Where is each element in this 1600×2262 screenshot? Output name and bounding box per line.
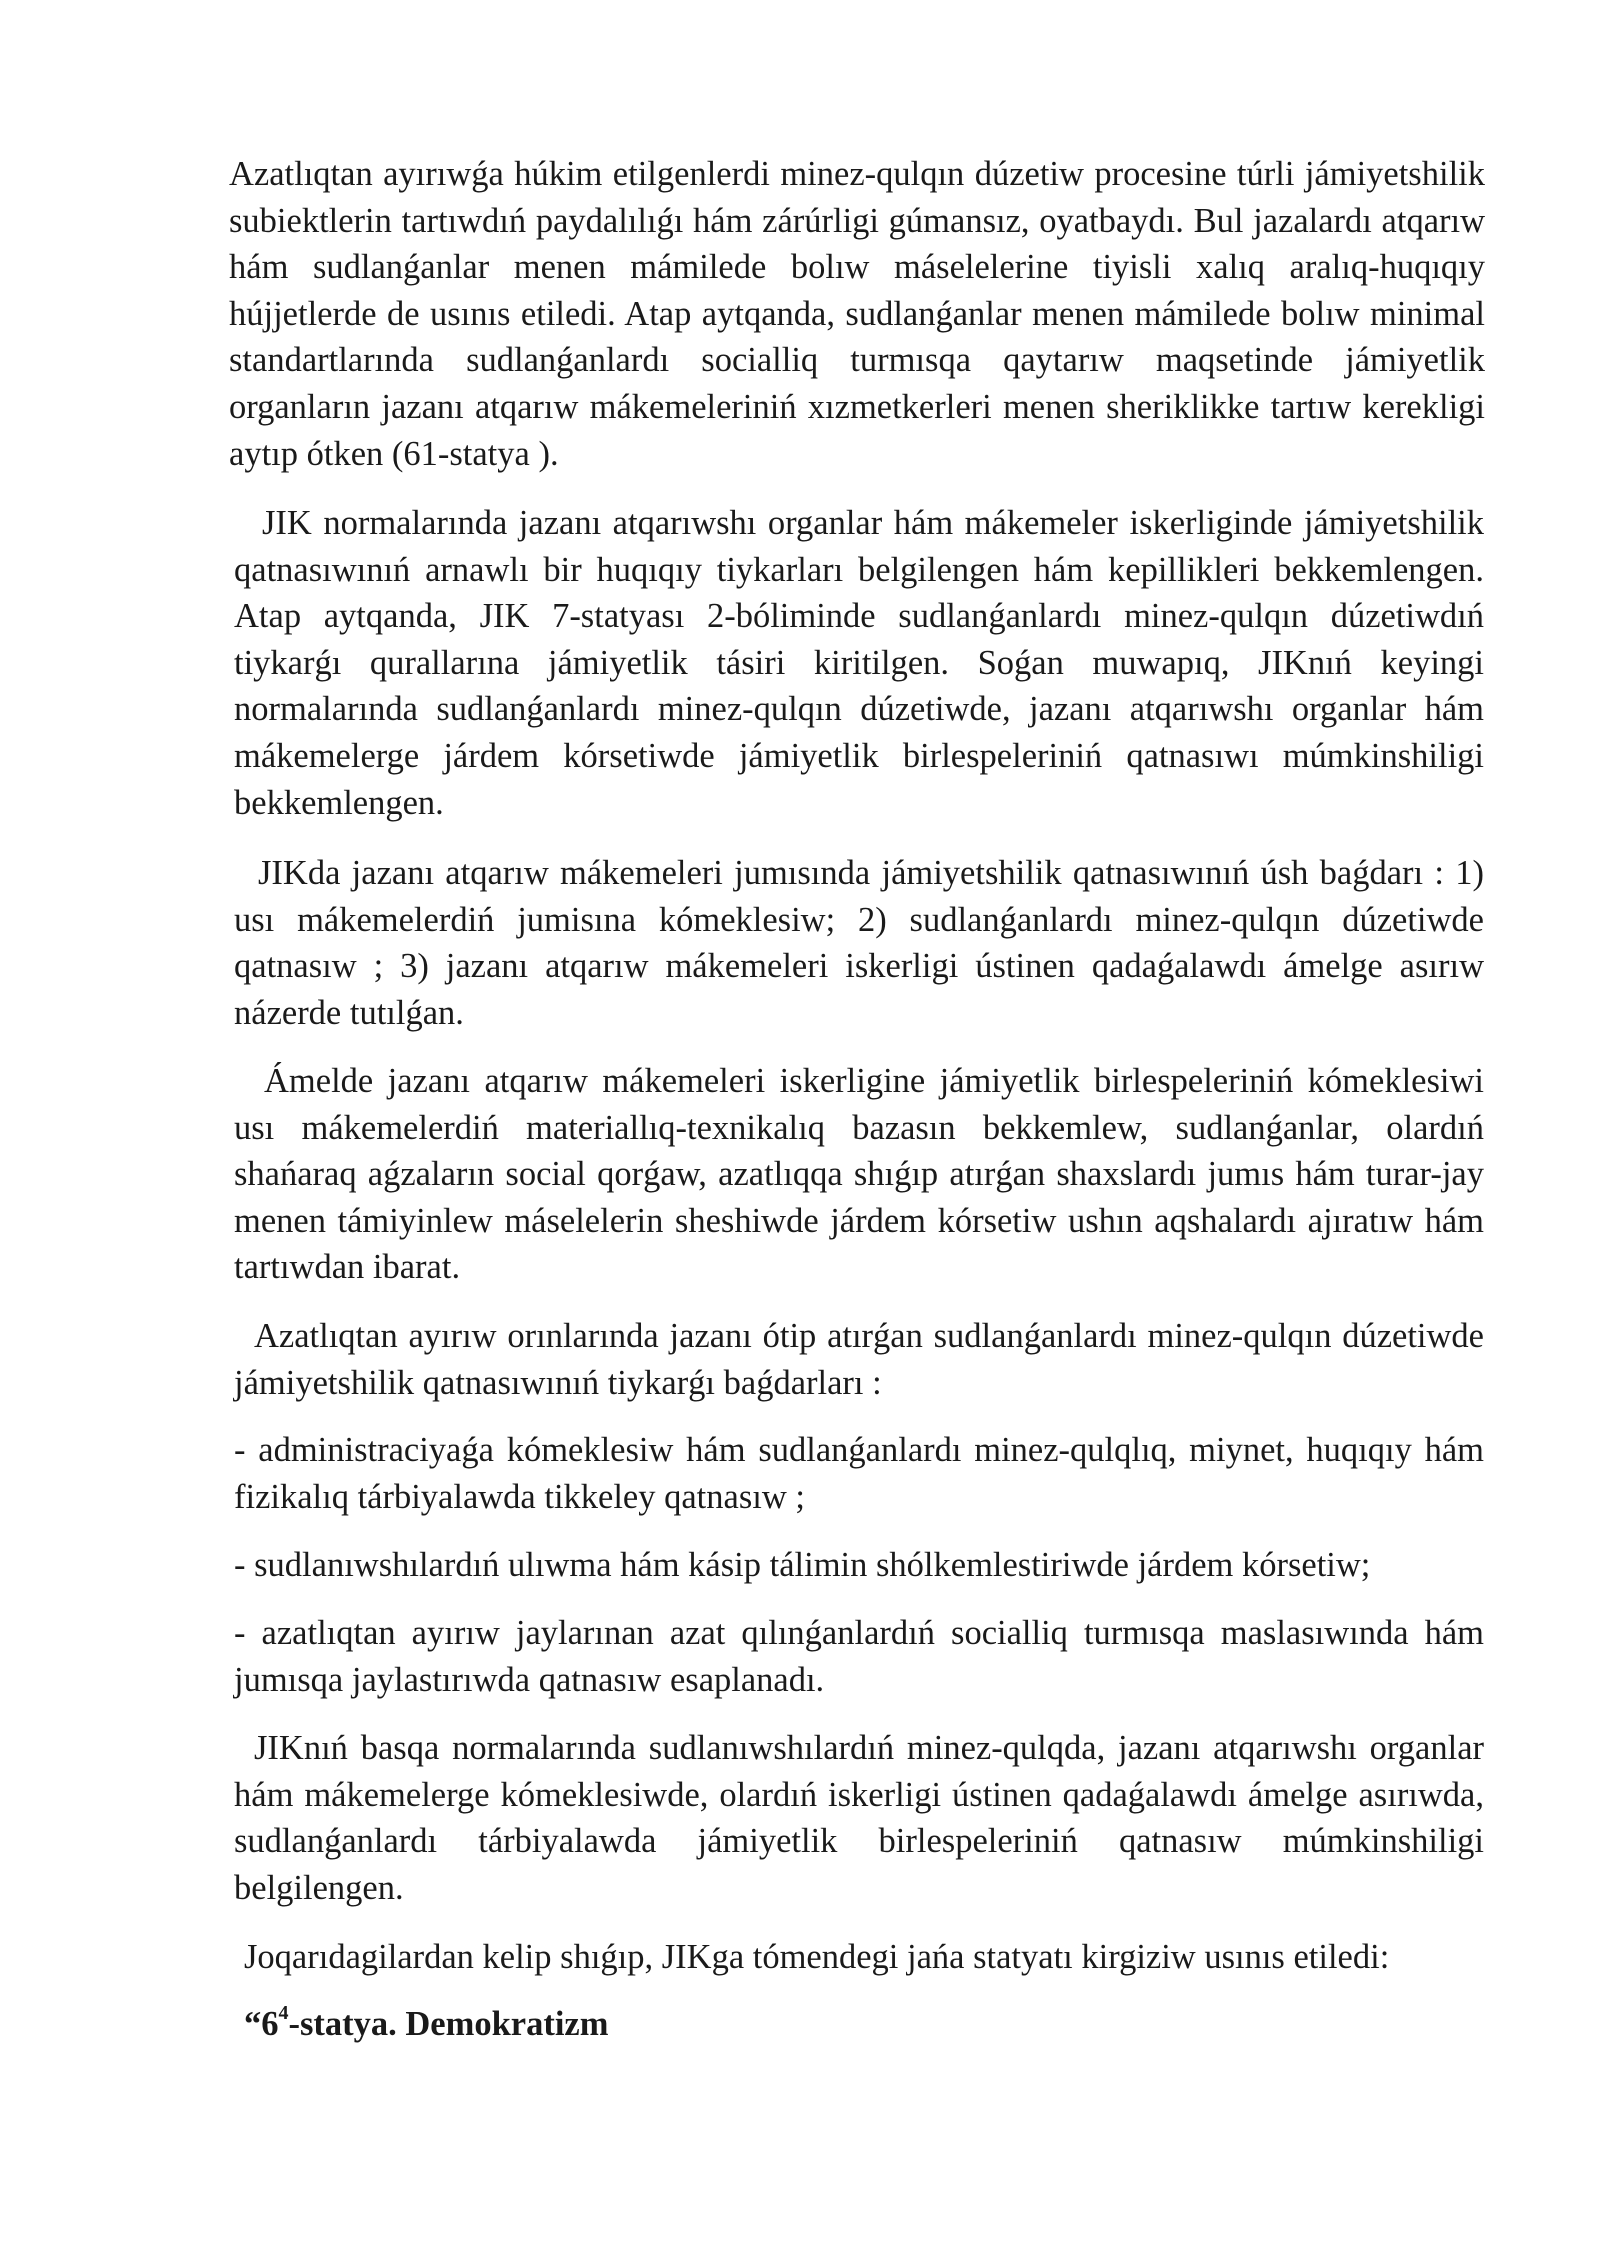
- paragraph-5: Azatlıqtan ayırıw orınlarında jazanı ótip atırǵan sudlanǵanlardı minez-qulqın dúzetiwde jámiyetshilik qatnasıwınıń tiykarǵı baǵdarları :: [234, 1317, 1484, 1402]
- paragraph-2: JIK normalarında jazanı atqarıwshı organlar hám mákemeler iskerliginde jámiyetshilik qatnasıwınıń arnawlı bir huqıqıy tiykarları belgilengen hám kepillikleri bekkemlengen. Atap aytqanda, JIK 7-statyası 2-bóliminde sudlanǵanlardı minez-qulqın dúzetiwdıń tiykarǵı qurallarına jámiyetlik tásiri kiritilgen. Soǵan muwapıq, JIKnıń keyingi normalarında sudlanǵanlardı minez-qulqın dúzetiwde, jazanı atqarıwshı organlar hám mákemelerge járdem kórsetiwde jámiyetlik birlespeleriniń qatnasıwı múmkinshiligi bekkemlengen.: [234, 504, 1484, 822]
- article-heading-suffix: -statya. Demokratizm: [288, 2005, 609, 2043]
- paragraph-7: Joqarıdagilardan kelip shıǵıp, JIKga tómendegi jańa statyatı kirgiziw usınıs etiledi:: [244, 1938, 1390, 1976]
- paragraph-3: JIKda jazanı atqarıw mákemeleri jumısında jámiyetshilik qatnasıwınıń úsh baǵdarı : 1) usı mákemelerdiń jumisına kómeklesiw; 2) sudlanǵanlardı minez-qulqın dúzetiwde qatnasıw ; 3) jazanı atqarıw mákemeleri iskerligi ústinen qadaǵalawdı ámelge asırıw názerde tutılǵan.: [234, 854, 1484, 1032]
- list-item-1: - administraciyaǵa kómeklesiw hám sudlanǵanlardı minez-qulqlıq, miynet, huqıqıy hám fizikalıq tárbiyalawda tikkeley qatnasıw ;: [234, 1431, 1484, 1516]
- paragraph-1: Azatlıqtan ayırıwǵa húkim etilgenlerdi minez-qulqın dúzetiw procesine túrli jámiyetshilik subiektlerin tartıwdıń paydalılıǵı hám zárúrligi gúmansız, oyatbaydı. Bul jazalardı atqarıw hám sudlanǵanlar menen mámilede bolıw máselelerine tiyisli xalıq aralıq-huqıqıy hújjetlerde de usınıs etiledi. Atap aytqanda, sudlanǵanlar menen mámilede bolıw minimal standartlarında sudlanǵanlardı socialliq turmısqa qaytarıw maqsetinde jámiyetlik organların jazanı atqarıw mákemeleriniń xızmetkerleri menen sheriklikke tartıw kerekligi aytıp ótken (61-statya ).: [229, 155, 1485, 473]
- paragraph-4: Ámelde jazanı atqarıw mákemeleri iskerligine jámiyetlik birlespeleriniń kómeklesiwi usı mákemelerdiń materiallıq-texnikalıq bazasın bekkemlew, sudlanǵanlar, olardıń shańaraq aǵzaların social qorǵaw, azatlıqqa shıǵıp atırǵan shaxslardı jumıs hám turar-jay menen támiyinlew máselelerin sheshiwde járdem kórsetiw ushın aqshalardı ajıratıw hám tartıwdan ibarat.: [234, 1062, 1484, 1287]
- article-heading-prefix: “6: [244, 2005, 279, 2043]
- article-heading: [244, 2001, 608, 2048]
- list-item-2: - sudlanıwshılardıń ulıwma hám kásip tálimin shólkemlestiriwde járdem kórsetiw;: [234, 1546, 1371, 1584]
- paragraph-6: JIKnıń basqa normalarında sudlanıwshılardıń minez-qulqda, jazanı atqarıwshı organlar hám mákemelerge kómeklesiwde, olardıń iskerligi ústinen qadaǵalawdı ámelge asırıwda, sudlanǵanlardı tárbiyalawda jámiyetlik birlespeleriniń qatnasıw múmkinshiligi belgilengen.: [234, 1729, 1484, 1907]
- list-item-3: - azatlıqtan ayırıw jaylarınan azat qılınǵanlardıń socialliq turmısqa maslasıwında hám jumısqa jaylastırıwda qatnasıw esaplanadı.: [234, 1614, 1484, 1699]
- article-heading-superscript: 4: [278, 2001, 289, 2024]
